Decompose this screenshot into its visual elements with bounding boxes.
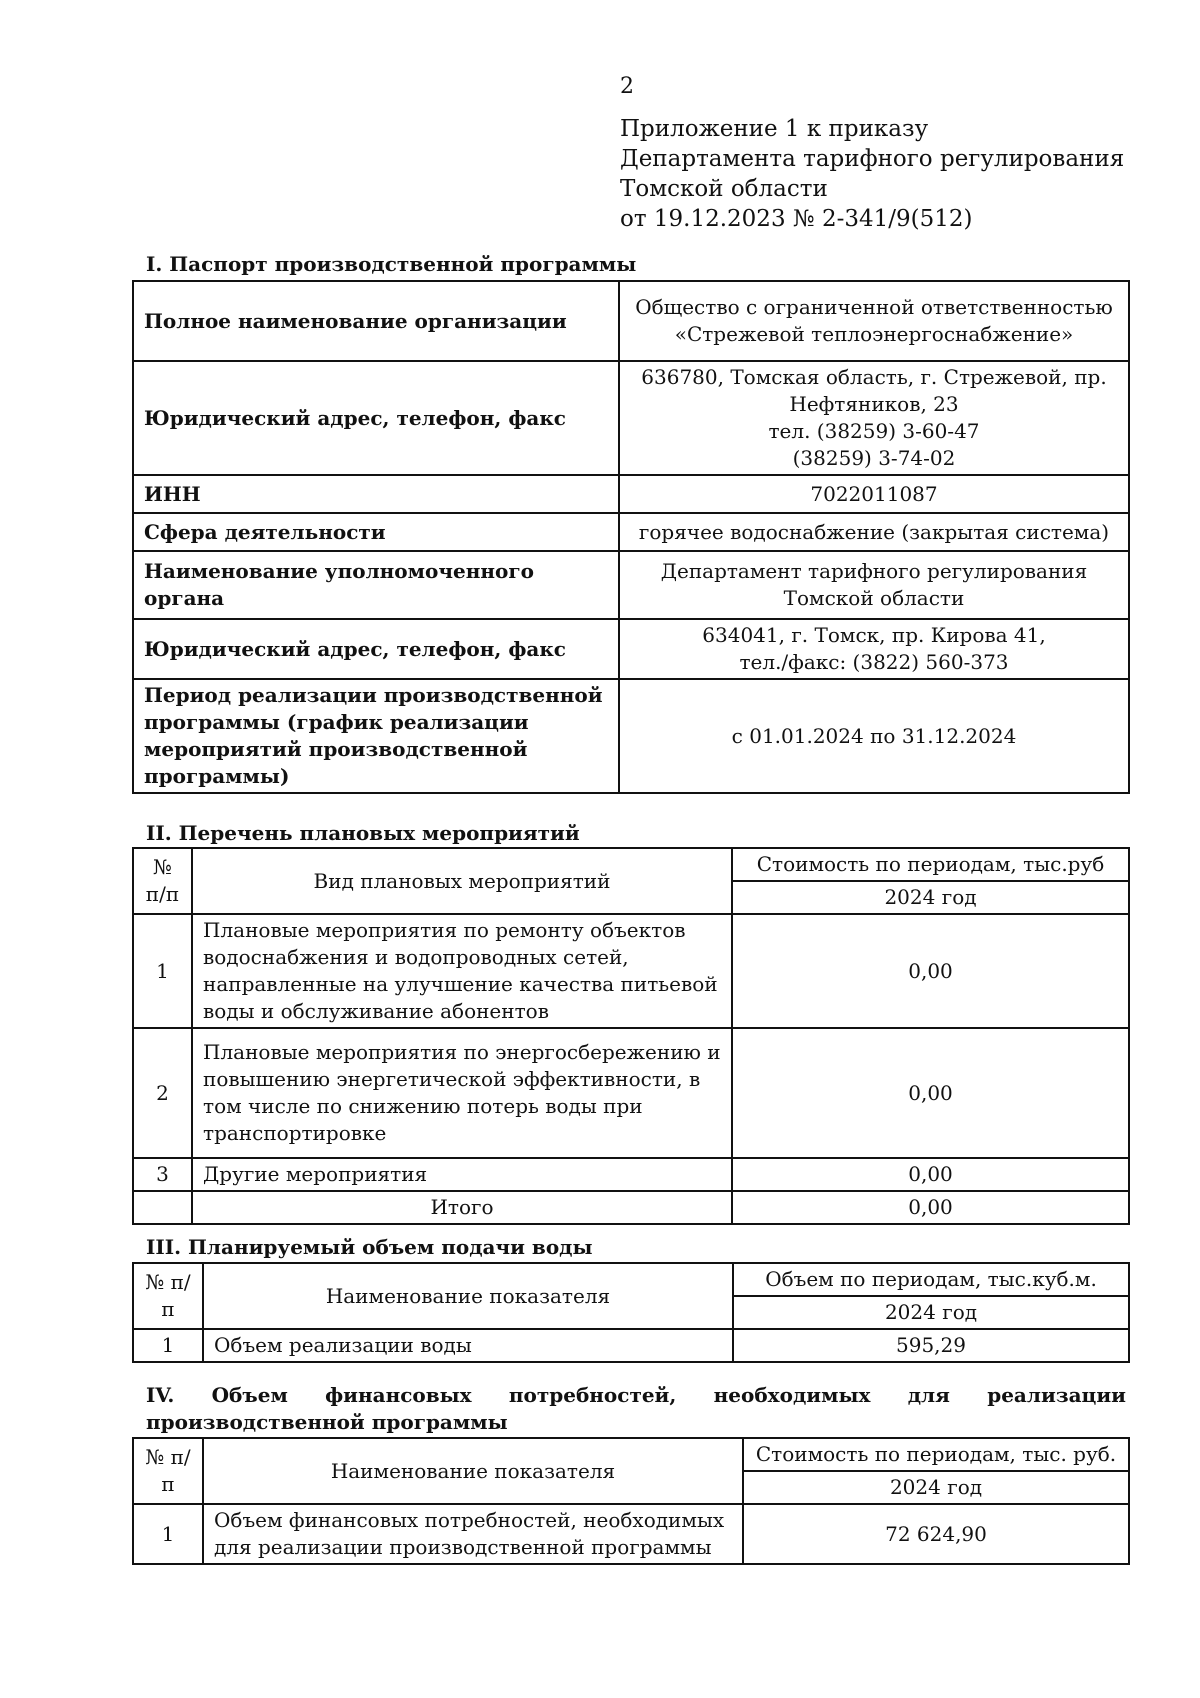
water-volume-table (132, 1262, 1130, 1363)
measure-value: 0,00 (732, 1028, 1129, 1158)
finance-col-num: № п/п (133, 1438, 203, 1504)
passport-value-line: горячее водоснабжение (закрытая система) (638, 519, 1110, 544)
passport-value-line: с 01.01.2024 по 31.12.2024 (731, 723, 1017, 748)
passport-row (133, 551, 1129, 619)
passport-value (619, 513, 1129, 551)
passport-label: Юридический адрес, телефон, факс (133, 619, 619, 679)
volume-col-num: № п/п (133, 1263, 203, 1329)
passport-table (132, 280, 1130, 794)
passport-value (619, 475, 1129, 513)
finance-col-name: Наименование показателя (203, 1438, 743, 1504)
passport-row (133, 361, 1129, 475)
volume-col-year: 2024 год (733, 1296, 1129, 1329)
appendix-line-4: от 19.12.2023 № 2-341/9(512) (620, 206, 973, 232)
passport-value-line: Общество с ограниченной ответственностью (635, 295, 1113, 319)
passport-value-line: Департамент тарифного регулирования (660, 559, 1088, 583)
measures-table (132, 847, 1130, 1225)
section-4-title: IV. Объем финансовых потребностей, необходимых для реализации производственной программы (146, 1383, 1126, 1434)
finance-col-cost: Стоимость по периодам, тыс. руб. (743, 1438, 1129, 1471)
finance-num: 1 (133, 1504, 203, 1564)
passport-label: Полное наименование организации (133, 281, 619, 361)
table-row (133, 914, 1129, 1028)
passport-value-line: Нефтяников, 23 (789, 392, 959, 416)
passport-row (133, 679, 1129, 793)
measure-value: 0,00 (732, 1158, 1129, 1191)
page-number: 2 (620, 74, 634, 99)
appendix-line-1: Приложение 1 к приказу (620, 116, 929, 142)
passport-label: Сфера деятельности (133, 513, 619, 551)
measure-num: 3 (133, 1158, 192, 1191)
passport-value (619, 619, 1129, 679)
volume-name: Объем реализации воды (203, 1329, 733, 1362)
measure-num: 2 (133, 1028, 192, 1158)
appendix-line-3: Томской области (620, 176, 828, 202)
measures-col-cost: Стоимость по периодам, тыс.руб (732, 848, 1129, 881)
measure-name: Плановые мероприятия по ремонту объектов водоснабжения и водопроводных сетей, направленные на улучшение качества питьевой воды и обслуживание абонентов (192, 914, 732, 1028)
passport-value-line: 634041, г. Томск, пр. Кирова 41, (702, 623, 1046, 647)
passport-value-line: Томской области (783, 586, 965, 610)
passport-value-line: 636780, Томская область, г. Стрежевой, пр. (641, 365, 1107, 389)
finance-name: Объем финансовых потребностей, необходимых для реализации производственной программы (203, 1504, 743, 1564)
measure-name: Плановые мероприятия по энергосбережению и повышению энергетической эффективности, в том числе по снижению потерь воды при транспортировке (192, 1028, 732, 1158)
section-3-title: III. Планируемый объем подачи воды (146, 1235, 593, 1259)
passport-row (133, 619, 1129, 679)
total-label: Итого (192, 1191, 732, 1224)
passport-value (619, 679, 1129, 793)
measures-col-name: Вид плановых мероприятий (192, 848, 732, 914)
section-1-title: I. Паспорт производственной программы (146, 252, 637, 276)
passport-value (619, 361, 1129, 475)
passport-label: ИНН (133, 475, 619, 513)
volume-col-volume: Объем по периодам, тыс.куб.м. (733, 1263, 1129, 1296)
finance-value: 72 624,90 (743, 1504, 1129, 1564)
passport-value-line: (38259) 3-74-02 (792, 446, 956, 470)
measure-value: 0,00 (732, 914, 1129, 1028)
appendix-header (620, 114, 1124, 234)
passport-value (619, 551, 1129, 619)
passport-row (133, 513, 1129, 551)
appendix-line-2: Департамента тарифного регулирования (620, 146, 1125, 172)
passport-label: Наименование уполномоченного органа (133, 551, 619, 619)
passport-value-line: тел. (38259) 3-60-47 (768, 419, 980, 443)
passport-label: Юридический адрес, телефон, факс (133, 361, 619, 475)
passport-value-line: тел./факс: (3822) 560-373 (739, 650, 1009, 674)
total-value: 0,00 (732, 1191, 1129, 1224)
measures-col-num: № п/п (133, 848, 192, 914)
volume-value: 595,29 (733, 1329, 1129, 1362)
passport-value-line: «Стрежевой теплоэнергоснабжение» (674, 322, 1074, 346)
table-row (133, 1028, 1129, 1158)
financial-needs-table (132, 1437, 1130, 1565)
passport-value (619, 281, 1129, 361)
passport-value-line: 7022011087 (810, 481, 938, 506)
volume-col-name: Наименование показателя (203, 1263, 733, 1329)
table-row (133, 1504, 1129, 1564)
table-row (133, 1158, 1129, 1191)
volume-num: 1 (133, 1329, 203, 1362)
finance-col-year: 2024 год (743, 1471, 1129, 1504)
total-row (133, 1191, 1129, 1224)
measure-num: 1 (133, 914, 192, 1028)
passport-row (133, 281, 1129, 361)
measures-col-year: 2024 год (732, 881, 1129, 914)
passport-label: Период реализации производственной программы (график реализации мероприятий производственной программы) (133, 679, 619, 793)
table-row (133, 1329, 1129, 1362)
passport-row (133, 475, 1129, 513)
total-empty-cell (133, 1191, 192, 1224)
measure-name: Другие мероприятия (192, 1158, 732, 1191)
section-2-title: II. Перечень плановых мероприятий (146, 821, 580, 845)
